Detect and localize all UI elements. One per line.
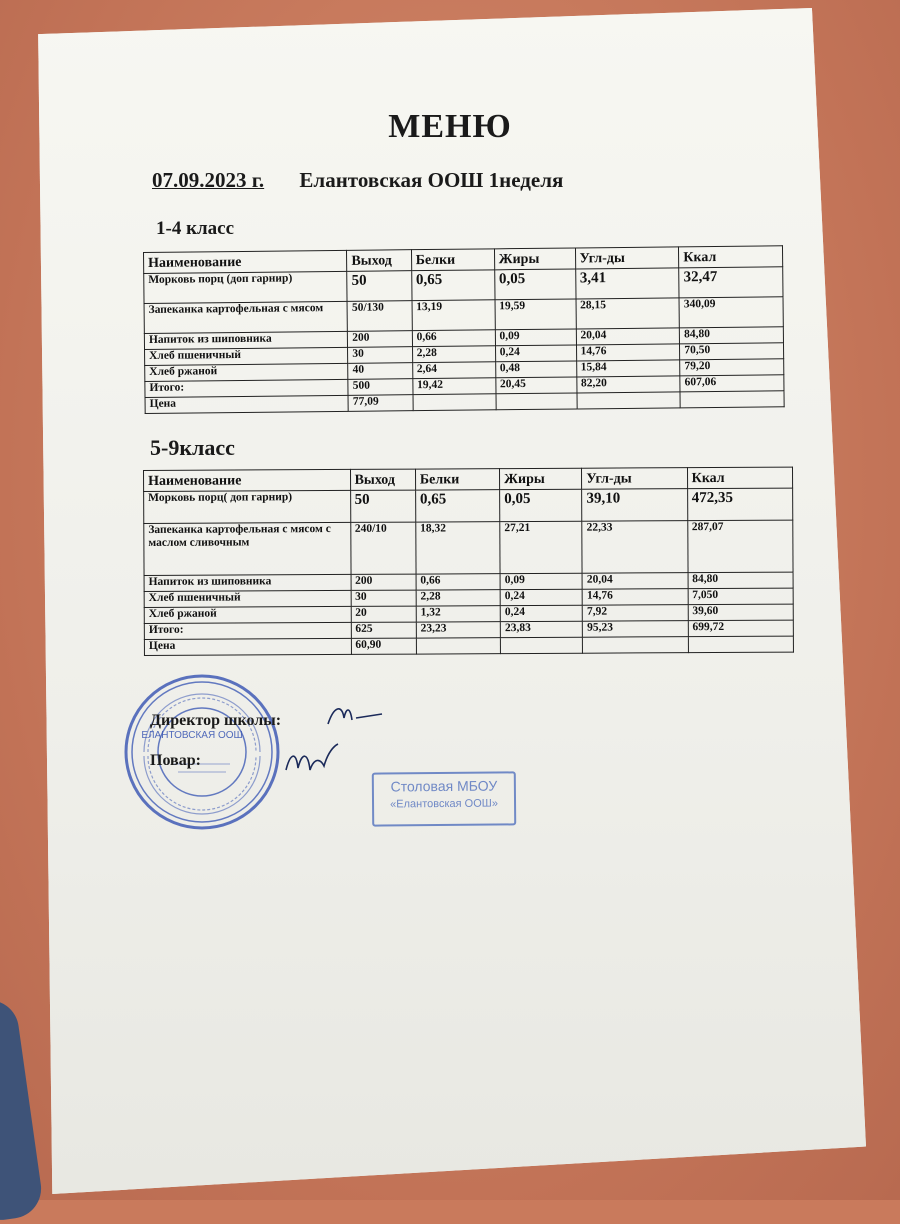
cell-kcal: 699,72 [688, 620, 793, 637]
cell-carbs: 95,23 [583, 621, 688, 638]
cell-output: 625 [351, 622, 416, 638]
stamp-line-2: «Елантовская ООШ» [390, 797, 499, 811]
cell-output: 50/130 [347, 301, 412, 332]
cell-name: Цена [145, 395, 348, 413]
cell-carbs: 7,92 [582, 605, 687, 622]
cell-output: 200 [351, 574, 416, 590]
cell-name: Хлеб ржаной [145, 363, 348, 381]
cell-carbs [583, 637, 688, 654]
cell-fat: 27,21 [500, 521, 582, 573]
table-row-price [144, 636, 793, 655]
cell-kcal: 84,80 [680, 327, 784, 344]
cell-output: 20 [351, 606, 416, 622]
cell-output: 50 [347, 271, 412, 302]
header-carbs: Угл-ды [575, 247, 679, 269]
menu-date: 07.09.2023 г. [152, 168, 265, 192]
grade-label-1-4: 1-4 класс [156, 218, 235, 239]
cell-name: Морковь порц( доп гарнир) [144, 490, 351, 523]
cell-kcal: 70,50 [680, 343, 784, 360]
cell-carbs: 39,10 [582, 489, 688, 522]
menu-table-grade-1-4 [143, 245, 785, 414]
cell-fat: 0,05 [500, 489, 582, 521]
cell-fat: 0,09 [495, 329, 576, 346]
stamp-line-1: Столовая МБОУ [390, 777, 498, 795]
cell-name: Итого: [144, 622, 351, 639]
cell-kcal: 39,60 [688, 604, 793, 621]
cell-kcal: 287,07 [687, 520, 793, 573]
cell-fat: 0,24 [495, 345, 576, 362]
cell-kcal [688, 636, 793, 653]
canteen-stamp [372, 771, 516, 826]
cell-protein [413, 394, 496, 411]
menu-table-grade-5-9 [143, 467, 794, 656]
cook-signature-icon [280, 740, 370, 780]
cell-output: 60,90 [351, 638, 416, 654]
cell-protein: 2,28 [412, 346, 495, 363]
cell-kcal: 340,09 [679, 297, 783, 328]
cell-protein: 0,65 [415, 490, 499, 522]
cell-kcal: 84,80 [688, 572, 793, 589]
cell-name: Запеканка картофельная с мясом с маслом сливочным [144, 522, 351, 575]
cell-name: Хлеб ржаной [144, 606, 351, 623]
cell-protein: 2,28 [416, 590, 500, 606]
header-fat: Жиры [494, 248, 575, 270]
cell-protein: 13,19 [412, 300, 495, 331]
cell-output: 77,09 [348, 395, 412, 412]
cell-fat: 23,83 [500, 621, 582, 637]
header-output: Выход [350, 469, 415, 490]
cell-carbs: 15,84 [576, 360, 680, 377]
header-protein: Белки [415, 469, 499, 490]
cell-protein: 0,66 [416, 574, 500, 590]
cell-kcal: 7,050 [688, 588, 793, 605]
cell-output: 50 [350, 490, 415, 522]
cell-protein: 18,32 [416, 522, 501, 574]
cell-fat: 0,24 [500, 589, 582, 605]
cell-kcal [680, 391, 784, 408]
cell-kcal: 607,06 [680, 375, 784, 392]
cell-carbs: 22,33 [582, 521, 688, 574]
cell-protein: 0,65 [411, 270, 494, 301]
table-row [144, 488, 793, 523]
cell-carbs: 82,20 [576, 376, 680, 393]
director-signature-icon [320, 700, 390, 730]
table-row [144, 520, 793, 575]
page-title: МЕНЮ [388, 108, 512, 145]
menu-header [152, 168, 563, 193]
cell-carbs: 14,76 [582, 589, 687, 606]
cell-carbs: 14,76 [576, 344, 680, 361]
cell-fat: 0,24 [500, 605, 582, 621]
grade-label-5-9: 5-9класс [150, 435, 235, 460]
cell-fat [500, 637, 582, 653]
cell-fat: 19,59 [495, 299, 576, 330]
cell-output: 30 [348, 347, 412, 364]
table-header-row [144, 467, 793, 491]
cell-output: 200 [348, 331, 412, 348]
cell-carbs: 3,41 [575, 268, 679, 299]
cook-label: Повар: [150, 752, 201, 769]
cell-name: Итого: [145, 379, 348, 397]
director-label: Директор школы: [150, 712, 282, 729]
header-protein: Белки [411, 249, 494, 271]
header-kcal: Ккал [679, 246, 783, 268]
cell-kcal: 472,35 [687, 488, 793, 521]
cell-carbs: 28,15 [576, 298, 680, 329]
cell-name: Хлеб пшеничный [145, 347, 348, 365]
cell-name: Цена [144, 638, 351, 655]
cell-output: 240/10 [350, 522, 416, 574]
header-name: Наименование [144, 469, 351, 491]
cell-name: Морковь порц (доп гарнир) [144, 271, 348, 303]
round-seal-icon [122, 672, 282, 832]
cell-fat: 0,05 [494, 269, 575, 300]
cell-fat: 0,48 [495, 361, 576, 378]
seal-center-text [132, 716, 272, 746]
cell-protein: 19,42 [412, 378, 495, 395]
cell-kcal: 79,20 [680, 359, 784, 376]
cell-name: Хлеб пшеничный [144, 590, 351, 607]
cell-carbs: 20,04 [582, 573, 687, 590]
header-name: Наименование [144, 250, 348, 273]
header-output: Выход [347, 250, 412, 272]
cell-carbs [577, 392, 681, 409]
header-fat: Жиры [500, 468, 582, 489]
cell-fat [496, 393, 577, 410]
cell-name: Напиток из шиповника [144, 331, 347, 349]
cell-name: Напиток из шиповника [144, 574, 351, 591]
school-name: Елантовская ООШ 1неделя [299, 168, 564, 192]
cell-name: Запеканка картофельная с мясом [144, 301, 348, 333]
cell-protein: 2,64 [412, 362, 495, 379]
cell-fat: 20,45 [495, 377, 576, 394]
cell-kcal: 32,47 [679, 267, 783, 298]
cell-fat: 0,09 [500, 573, 582, 589]
cell-protein: 23,23 [416, 622, 500, 638]
cell-protein: 0,66 [412, 330, 495, 347]
cell-output: 30 [351, 590, 416, 606]
header-carbs: Угл-ды [582, 468, 687, 490]
seal-label: ЕЛАНТОВСКАЯ ООШ [141, 730, 243, 741]
cell-output: 40 [348, 363, 412, 380]
cell-output: 500 [348, 379, 412, 396]
cell-protein [416, 638, 500, 654]
cell-carbs: 20,04 [576, 328, 680, 345]
header-kcal: Ккал [687, 467, 792, 489]
cell-protein: 1,32 [416, 606, 500, 622]
